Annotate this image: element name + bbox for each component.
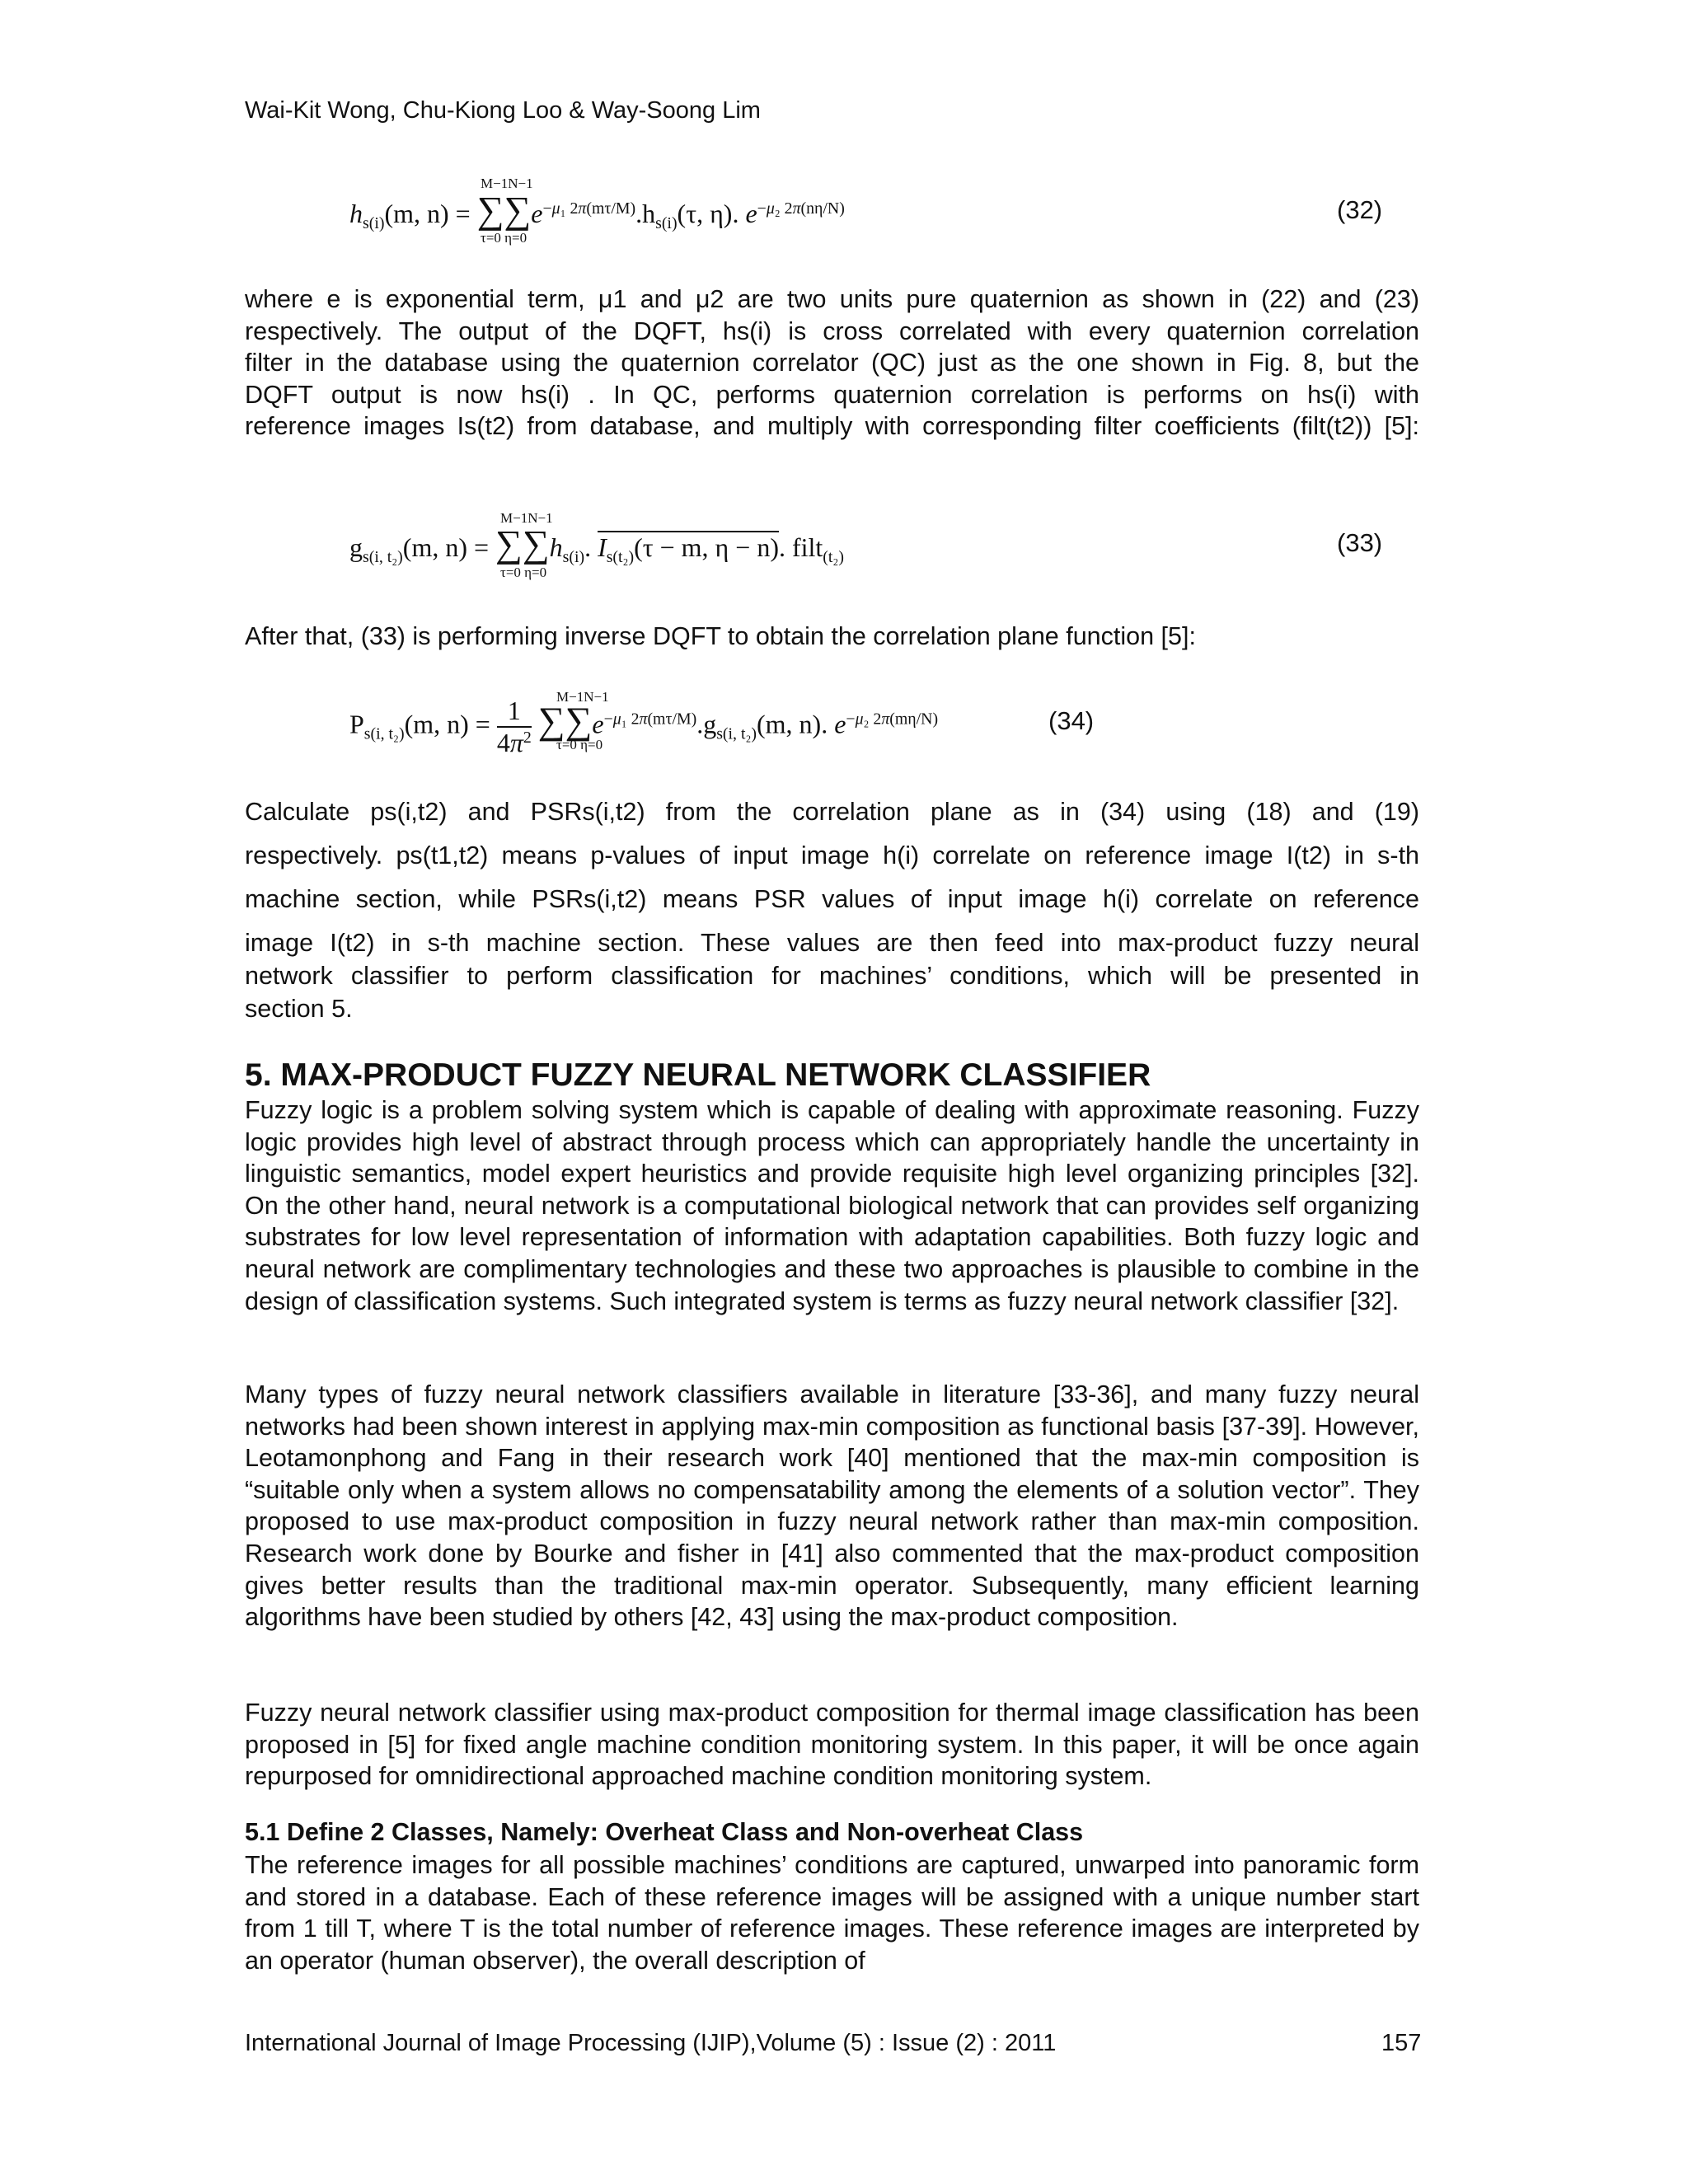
section-5-paragraph-1: Fuzzy logic is a problem solving system which is capable of dealing with approximate reasoning. Fuzzy logic provides high level of abstract through process which can appropriately handle the uncertainty in linguistic semantics, model expert heuristics and provide requisite high level organizing principles [32]. On the other hand, neural network is a computational biological network that can provides self organizing substrates for low level representation of information with adaptation capabilities. Both fuzzy logic and neural network are complimentary technologies and these two approaches is plausible to combine in the design of classification systems. Such integrated system is terms as fuzzy neural network classifier [32]. [245,1096,1419,1315]
footer-journal: International Journal of Image Processing (IJIP),Volume (5) : Issue (2) : 2011 [245,2030,1057,2056]
footer-page-number: 157 [1381,2030,1422,2056]
section-5-paragraph-3: Fuzzy neural network classifier using max-product composition for thermal image classification has been proposed in [5] for fixed angle machine condition monitoring system. In this paper, it will be once again repurposed for omnidirectional approached machine condition monitoring system. [245,1699,1419,1791]
paragraph-after-eq34: Calculate ps(i,t2) and PSRs(i,t2) from the correlation plane as in (34) using (18) and (19) respectively. ps(t1,t2) means p-values of input image h(i) correlate on reference image I(t2) in s-th machine section, while PSRs(i,t2) means PSR values of input image h(i) correlate on reference image I(t2) in s-th machine section. These values are then feed into max-product fuzzy neural network classifier to perform classification for machines’ conditions, which will be presented in section 5. [245,798,1419,1023]
section-5-paragraph-2: Many types of fuzzy neural network classifiers available in literature [33-36], and many fuzzy neural networks had been shown interest in applying max-min composition as functional basis [37-39]. However, Leotamonphong and Fang in their research work [40] mentioned that the max-min composition is “suitable only when a system allows no compensatability among the elements of a solution vector”. They proposed to use max-product composition in fuzzy neural network rather than max-min composition. Research work done by Bourke and fisher in [41] also commented that the max-product composition gives better results than the traditional max-min operator. Subsequently, many efficient learning algorithms have been studied by others [42, 43] using the max-product composition. [245,1380,1419,1632]
paragraph-after-eq32: where e is exponential term, μ1 and μ2 are two units pure quaternion as shown in (22) and (23) respectively. The output of the DQFT, hs(i) is cross correlated with every quaternion correlation filter in the database using the quaternion correlator (QC) just as the one shown in Fig. 8, but the DQFT output is now hs(i) . In QC, performs quaternion correlation is performs on hs(i) with reference images Is(t2) from database, and multiply with corresponding filter coefficients (filt(t2)) [5]: [245,285,1419,441]
equation-34-number: (34) [1048,706,1095,735]
section-5-heading: 5. MAX-PRODUCT FUZZY NEURAL NETWORK CLASSIFIER [245,1057,1151,1093]
paragraph-after-eq33: After that, (33) is performing inverse DQFT to obtain the correlation plane function [5]: [245,622,1196,650]
equation-32-number: (32) [1337,195,1383,224]
running-header: Wai-Kit Wong, Chu-Kiong Loo & Way-Soong Lim [245,97,761,124]
section-5-1-paragraph-1: The reference images for all possible machines’ conditions are captured, unwarped into panoramic form and stored in a database. Each of these reference images will be assigned with a unique number start from 1 till T, where T is the total number of reference images. These reference images are interpreted by an operator (human observer), the overall description of [245,1851,1419,1975]
section-5-1-heading: 5.1 Define 2 Classes, Namely: Overheat Class and Non-overheat Class [245,1818,1084,1846]
equation-33-number: (33) [1337,528,1383,557]
